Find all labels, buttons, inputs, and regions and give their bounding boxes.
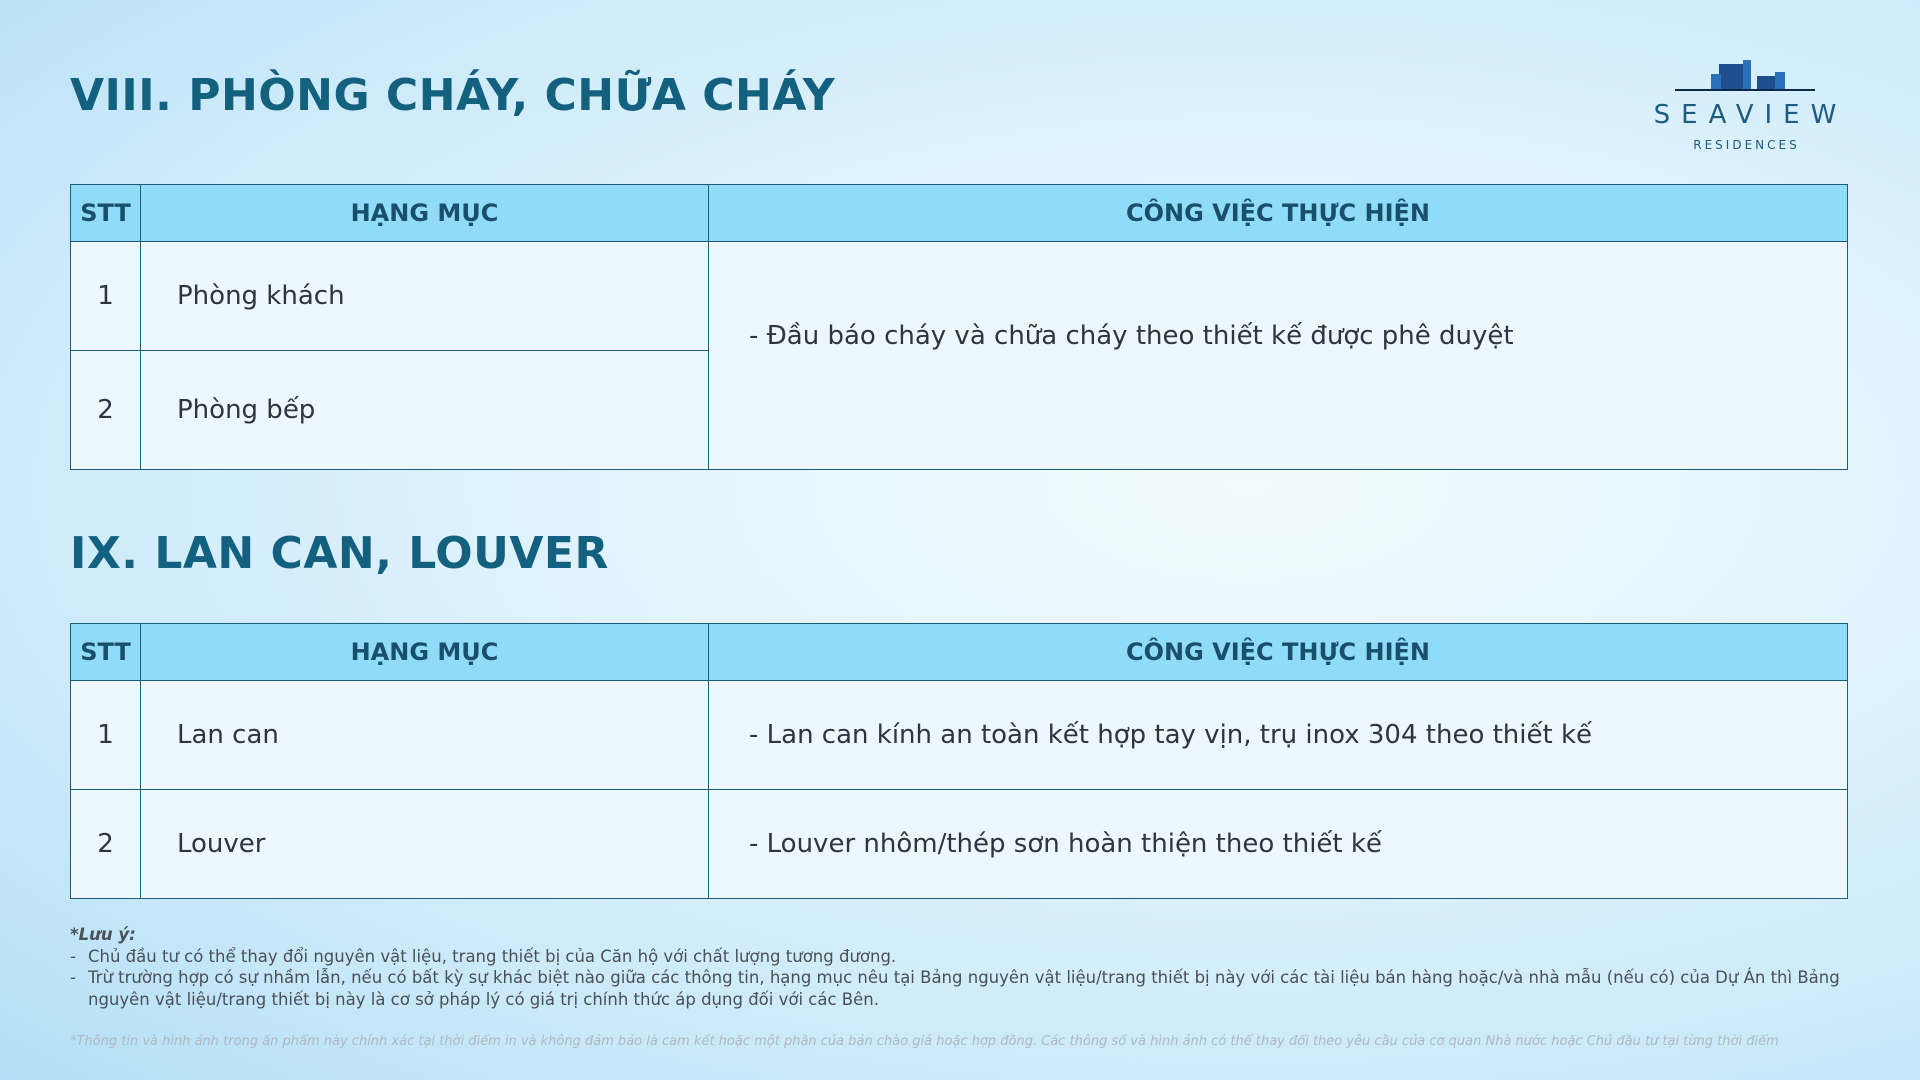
- fire-protection-table: [70, 184, 1848, 470]
- row-item: Phòng bếp: [141, 351, 709, 470]
- notes-heading: *Lưu ý:: [70, 925, 136, 944]
- table-header-row: [71, 624, 1848, 681]
- railing-louver-table: [70, 623, 1848, 899]
- row-work: - Louver nhôm/thép sơn hoàn thiện theo thiết kế: [709, 790, 1848, 899]
- col-header-item: HẠNG MỤC: [141, 185, 709, 242]
- row-work-merged: - Đầu báo cháy và chữa cháy theo thiết kế được phê duyệt: [709, 242, 1848, 470]
- col-header-stt: STT: [71, 185, 141, 242]
- notes-list: [70, 946, 1850, 1011]
- table-row: [71, 790, 1848, 899]
- seaview-logo: [1630, 58, 1860, 158]
- building-skyline-icon: [1675, 58, 1815, 92]
- row-stt: 2: [71, 790, 141, 899]
- section-title-fire-protection: VIII. PHÒNG CHÁY, CHỮA CHÁY: [70, 70, 836, 121]
- logo-brand: SEAVIEW: [1653, 100, 1848, 130]
- col-header-work: CÔNG VIỆC THỰC HIỆN: [709, 624, 1848, 681]
- row-stt: 2: [71, 351, 141, 470]
- note-item: - Trừ trường hợp có sự nhầm lẫn, nếu có bất kỳ sự khác biệt nào giữa các thông tin, hạng mục nêu tại Bảng nguyên vật liệu/trang thiết bị này với các tài liệu bán hàng hoặc/và nhà mẫu (nếu có) của Dự Án thì Bảng nguyên vật liệu/trang thiết bị này là cơ sở pháp lý có giá trị chính thức áp dụng đối với các Bên.: [70, 967, 1850, 1010]
- section-title-railing-louver: IX. LAN CAN, LOUVER: [70, 528, 609, 579]
- col-header-work: CÔNG VIỆC THỰC HIỆN: [709, 185, 1848, 242]
- row-item: Phòng khách: [141, 242, 709, 351]
- col-header-stt: STT: [71, 624, 141, 681]
- table-row: [71, 242, 1848, 351]
- row-item: Lan can: [141, 681, 709, 790]
- table-row: [71, 681, 1848, 790]
- row-stt: 1: [71, 681, 141, 790]
- disclaimer-text: *Thông tin và hình ảnh trong ấn phẩm này chính xác tại thời điểm in và không đảm bảo là cam kết hoặc một phần của bản chào giá hoặc hợp đồng. Các thông số và hình ảnh có thể thay đổi theo yêu cầu của cơ quan Nhà nước hoặc Chủ đầu tư tại từng thời điểm: [70, 1034, 1779, 1049]
- notes-block: [70, 924, 1850, 1010]
- row-stt: 1: [71, 242, 141, 351]
- logo-subtitle: RESIDENCES: [1693, 138, 1800, 152]
- row-item: Louver: [141, 790, 709, 899]
- col-header-item: HẠNG MỤC: [141, 624, 709, 681]
- table-header-row: [71, 185, 1848, 242]
- note-item: - Chủ đầu tư có thể thay đổi nguyên vật liệu, trang thiết bị của Căn hộ với chất lượng tương đương.: [70, 946, 1850, 968]
- row-work: - Lan can kính an toàn kết hợp tay vịn, trụ inox 304 theo thiết kế: [709, 681, 1848, 790]
